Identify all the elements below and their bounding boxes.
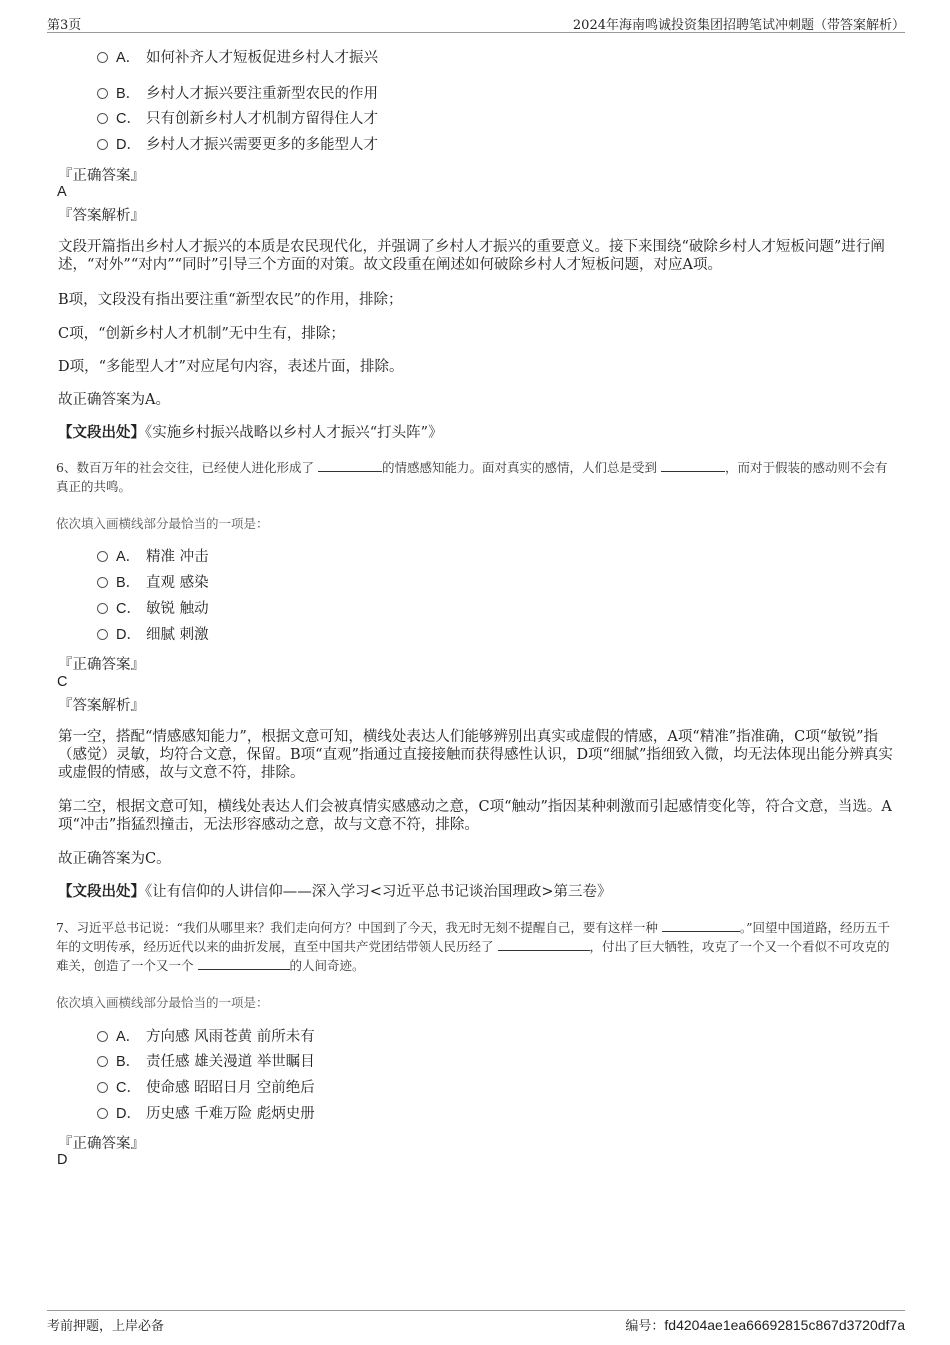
q7-question: 7、习近平总书记说：“我们从哪里来？我们走向何方？中国到了今天，我无时无刻不提醒自己，要有这样一种 。”回望中国道路，经历五千年的文明传承，经历近代以来的曲折发展，直至中国共产党团结带领人民历经了 ，付出了巨大牺牲，攻克了一个又一个看似不可攻克的难关，创造了一个又一个 的人间奇迹。 [56,920,890,973]
radio-icon[interactable] [97,577,108,588]
q7-blank-2[interactable] [498,938,590,951]
q6-option-b[interactable]: B． 直观 感染 [97,573,209,593]
q6-analysis-paragraph: 第二空，根据文意可知，横线处表达人们会被真情实感感动之意，C项“触动”指因某种刺激而引起感情变化等，符合文意，当选。A项“冲击”指猛烈撞击，无法形容感动之意，故与文意不符，排除。 [58,799,892,833]
radio-icon[interactable] [97,551,108,562]
q6-analysis-paragraph: 第一空，搭配“情感感知能力”，根据文意可知，横线处表达人们能够辨别出真实或虚假的情感，A项“精准”指准确，C项“敏锐”指（感觉）灵敏，均符合文意，保留。B项“直观”指通过直接接触而获得感性认识，D项“细腻”指细致入微，均无法体现出能分辨真实或虚假的情感，故与文意不符，排除。 [58,729,893,781]
radio-icon[interactable] [97,139,108,150]
q7-option-a[interactable]: A． 方向感 风雨苍黄 前所未有 [97,1027,315,1047]
q7-prompt: 依次填入画横线部分最恰当的一项是： [56,995,269,1010]
radio-icon[interactable] [97,113,108,124]
radio-icon[interactable] [97,629,108,640]
q5-analysis-paragraph: 故正确答案为A。 [58,392,170,408]
q5-analysis-paragraph: C项，“创新乡村人才机制”无中生有，排除； [58,326,345,342]
q5-option-b[interactable]: B． 乡村人才振兴要注重新型农民的作用 [97,84,378,104]
q5-analysis-paragraph: D项，“多能型人才”对应尾句内容，表述片面，排除。 [58,359,404,375]
q6-prompt: 依次填入画横线部分最恰当的一项是： [56,516,269,531]
q6-blank-2[interactable] [661,459,725,472]
q7-blank-3[interactable] [198,957,290,970]
radio-icon[interactable] [97,1056,108,1067]
radio-icon[interactable] [97,52,108,63]
q6-source: 【文段出处】《让有信仰的人讲信仰——深入学习<习近平总书记谈治国理政>第三卷》 [58,883,612,900]
radio-icon[interactable] [97,88,108,99]
q7-option-b[interactable]: B． 责任感 雄关漫道 举世瞩目 [97,1052,315,1072]
page-header [47,14,905,33]
q7-option-d[interactable]: D． 历史感 千难万险 彪炳史册 [97,1104,315,1124]
page-footer [47,1310,905,1333]
q5-analysis-paragraph: B项，文段没有指出要注重“新型农民”的作用，排除； [58,292,403,308]
q5-answer-label: 『正确答案』 [58,168,145,184]
q6-answer-label: 『正确答案』 [58,657,145,673]
q7-blank-1[interactable] [662,919,740,932]
q6-analysis-label: 『答案解析』 [58,698,145,714]
q5-analysis-label: 『答案解析』 [58,208,145,224]
document-code: 编号：fd4204ae1ea66692815c867d3720df7a [625,1317,905,1334]
q5-option-d[interactable]: D． 乡村人才振兴需要更多的多能型人才 [97,135,378,155]
q7-answer-label: 『正确答案』 [58,1136,145,1152]
q6-option-a[interactable]: A． 精准 冲击 [97,547,209,567]
page-number: 第3页 [47,18,82,33]
q5-analysis-paragraph: 文段开篇指出乡村人才振兴的本质是农民现代化，并强调了乡村人才振兴的重要意义。接下来围绕“破除乡村人才短板问题”进行阐述，“对外”“对内”“同时”引导三个方面的对策。故文段重在阐述如何破除乡村人才短板问题，对应A项。 [58,239,885,273]
radio-icon[interactable] [97,1108,108,1119]
q6-option-c[interactable]: C． 敏锐 触动 [97,599,209,619]
q5-source: 【文段出处】《实施乡村振兴战略以乡村人才振兴“打头阵”》 [58,424,443,441]
q5-option-c[interactable]: C． 只有创新乡村人才机制方留得住人才 [97,109,378,129]
q6-answer: C [57,674,68,690]
radio-icon[interactable] [97,1082,108,1093]
q7-option-c[interactable]: C． 使命感 昭昭日月 空前绝后 [97,1078,315,1098]
footer-slogan: 考前押题，上岸必备 [47,1319,165,1334]
q6-blank-1[interactable] [318,459,382,472]
q5-option-a[interactable]: A． 如何补齐人才短板促进乡村人才振兴 [97,48,378,68]
q7-answer: D [57,1152,68,1168]
q5-answer: A [57,184,67,200]
q6-option-d[interactable]: D． 细腻 刺激 [97,625,209,645]
q6-analysis-paragraph: 故正确答案为C。 [58,851,171,867]
document-title: 2024年海南鸣诚投资集团招聘笔试冲刺题（带答案解析） [572,18,905,33]
q6-question: 6、数百万年的社会交往，已经使人进化形成了 的情感感知能力。面对真实的感情，人们总是受到 ，而对于假装的感动则不会有真正的共鸣。 [56,460,888,494]
radio-icon[interactable] [97,603,108,614]
radio-icon[interactable] [97,1031,108,1042]
